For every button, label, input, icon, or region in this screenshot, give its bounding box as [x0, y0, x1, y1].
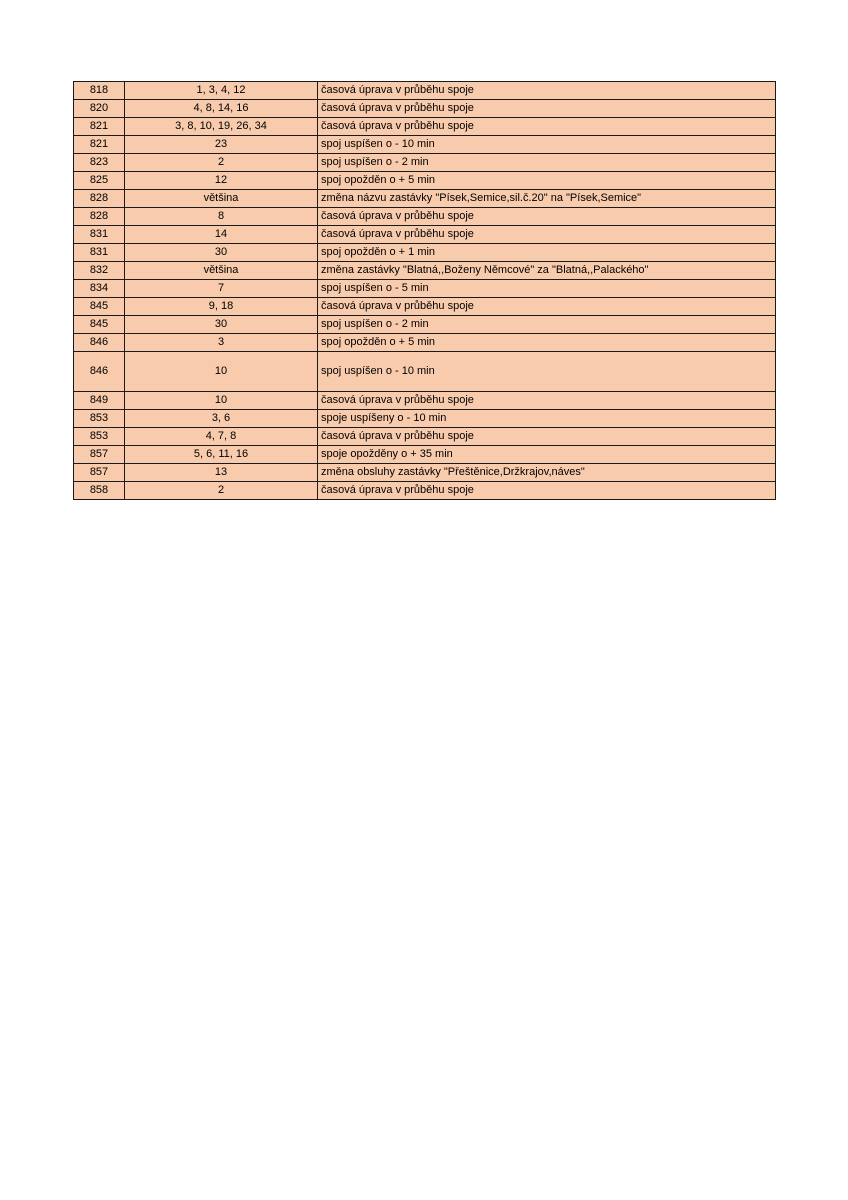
connections-cell: 8 [125, 208, 318, 226]
table-row [74, 392, 776, 410]
connections-cell: 5, 6, 11, 16 [125, 446, 318, 464]
table-row [74, 190, 776, 208]
schedule-changes-table [73, 81, 776, 500]
change-description-cell: časová úprava v průběhu spoje [318, 428, 776, 446]
line-number-cell: 821 [74, 136, 125, 154]
change-description-cell: spoj uspíšen o - 10 min [318, 352, 776, 392]
change-description-cell: časová úprava v průběhu spoje [318, 298, 776, 316]
change-description-cell: změna zastávky "Blatná,,Boženy Němcové" za "Blatná,,Palackého" [318, 262, 776, 280]
line-number-cell: 846 [74, 334, 125, 352]
connections-cell: 3, 8, 10, 19, 26, 34 [125, 118, 318, 136]
table-row [74, 226, 776, 244]
table-row [74, 446, 776, 464]
table-row [74, 464, 776, 482]
table-row [74, 410, 776, 428]
change-description-cell: časová úprava v průběhu spoje [318, 482, 776, 500]
connections-cell: 4, 8, 14, 16 [125, 100, 318, 118]
change-description-cell: časová úprava v průběhu spoje [318, 118, 776, 136]
change-description-cell: spoj opožděn o + 5 min [318, 334, 776, 352]
change-description-cell: spoj uspíšen o - 5 min [318, 280, 776, 298]
line-number-cell: 823 [74, 154, 125, 172]
connections-cell: 2 [125, 482, 318, 500]
change-description-cell: spoj opožděn o + 5 min [318, 172, 776, 190]
change-description-cell: spoj uspíšen o - 10 min [318, 136, 776, 154]
change-description-cell: časová úprava v průběhu spoje [318, 226, 776, 244]
line-number-cell: 853 [74, 410, 125, 428]
change-description-cell: změna obsluhy zastávky "Přeštěnice,Držkrajov,náves" [318, 464, 776, 482]
table-row [74, 82, 776, 100]
line-number-cell: 831 [74, 226, 125, 244]
line-number-cell: 820 [74, 100, 125, 118]
table-row [74, 100, 776, 118]
table-row [74, 334, 776, 352]
line-number-cell: 832 [74, 262, 125, 280]
line-number-cell: 834 [74, 280, 125, 298]
line-number-cell: 821 [74, 118, 125, 136]
line-number-cell: 828 [74, 190, 125, 208]
change-description-cell: spoj opožděn o + 1 min [318, 244, 776, 262]
table-row [74, 118, 776, 136]
connections-cell: 10 [125, 352, 318, 392]
change-description-cell: časová úprava v průběhu spoje [318, 82, 776, 100]
change-description-cell: spoje opožděny o + 35 min [318, 446, 776, 464]
connections-cell: 7 [125, 280, 318, 298]
line-number-cell: 857 [74, 464, 125, 482]
change-description-cell: spoj uspíšen o - 2 min [318, 154, 776, 172]
table-row [74, 208, 776, 226]
connections-cell: 10 [125, 392, 318, 410]
table-row [74, 244, 776, 262]
line-number-cell: 845 [74, 298, 125, 316]
table-row [74, 482, 776, 500]
line-number-cell: 818 [74, 82, 125, 100]
change-description-cell: spoje uspíšeny o - 10 min [318, 410, 776, 428]
connections-cell: 30 [125, 316, 318, 334]
change-description-cell: časová úprava v průběhu spoje [318, 392, 776, 410]
connections-cell: většina [125, 262, 318, 280]
line-number-cell: 845 [74, 316, 125, 334]
connections-cell: 4, 7, 8 [125, 428, 318, 446]
connections-cell: 3, 6 [125, 410, 318, 428]
connections-cell: 3 [125, 334, 318, 352]
change-description-cell: spoj uspíšen o - 2 min [318, 316, 776, 334]
table-row [74, 316, 776, 334]
connections-cell: většina [125, 190, 318, 208]
table-body [74, 82, 776, 500]
table-row [74, 428, 776, 446]
line-number-cell: 857 [74, 446, 125, 464]
table-row [74, 154, 776, 172]
line-number-cell: 846 [74, 352, 125, 392]
connections-cell: 9, 18 [125, 298, 318, 316]
line-number-cell: 858 [74, 482, 125, 500]
table-row [74, 136, 776, 154]
table-row [74, 172, 776, 190]
change-description-cell: časová úprava v průběhu spoje [318, 208, 776, 226]
table-row [74, 352, 776, 392]
table-row [74, 280, 776, 298]
connections-cell: 1, 3, 4, 12 [125, 82, 318, 100]
connections-cell: 12 [125, 172, 318, 190]
change-description-cell: časová úprava v průběhu spoje [318, 100, 776, 118]
line-number-cell: 849 [74, 392, 125, 410]
connections-cell: 23 [125, 136, 318, 154]
line-number-cell: 831 [74, 244, 125, 262]
line-number-cell: 825 [74, 172, 125, 190]
table-row [74, 262, 776, 280]
connections-cell: 30 [125, 244, 318, 262]
connections-cell: 14 [125, 226, 318, 244]
change-description-cell: změna názvu zastávky "Písek,Semice,sil.č.20" na "Písek,Semice" [318, 190, 776, 208]
connections-cell: 13 [125, 464, 318, 482]
line-number-cell: 828 [74, 208, 125, 226]
line-number-cell: 853 [74, 428, 125, 446]
connections-cell: 2 [125, 154, 318, 172]
table-row [74, 298, 776, 316]
